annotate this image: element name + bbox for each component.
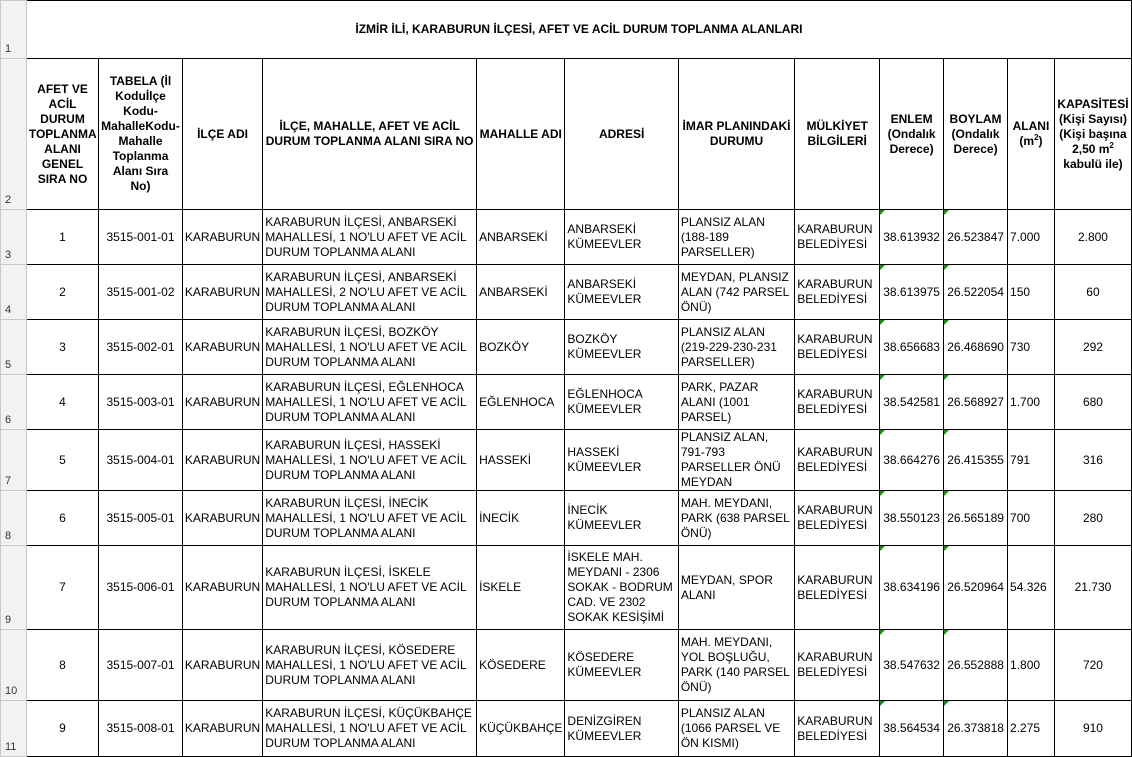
cell-sira-no[interactable]: 7 xyxy=(26,546,98,630)
table-row xyxy=(1,375,1132,430)
cell-mahalle[interactable]: KÜÇÜKBAHÇE xyxy=(477,701,565,757)
cell-ilce[interactable]: KARABURUN xyxy=(182,630,262,701)
cell-alani[interactable]: 2.275 xyxy=(1008,701,1055,757)
cell-ilce[interactable]: KARABURUN xyxy=(182,430,262,491)
cell-boylam[interactable]: 26.522054 xyxy=(944,265,1008,320)
cell-boylam[interactable]: 26.520964 xyxy=(944,546,1008,630)
cell-kapasite[interactable]: 910 xyxy=(1054,701,1131,757)
cell-tabela[interactable]: 3515-007-01 xyxy=(99,630,183,701)
cell-boylam[interactable]: 26.568927 xyxy=(944,375,1008,430)
cell-sira-no[interactable]: 6 xyxy=(26,491,98,546)
cell-imar[interactable]: PLANSIZ ALAN (219-229-230-231 PARSELLER) xyxy=(678,320,794,375)
table-row xyxy=(1,265,1132,320)
cell-tabela[interactable]: 3515-001-02 xyxy=(99,265,183,320)
cell-ilce[interactable]: KARABURUN xyxy=(182,546,262,630)
cell-alani[interactable]: 7.000 xyxy=(1008,210,1055,265)
cell-alan-adi[interactable]: KARABURUN İLÇESİ, ANBARSEKİ MAHALLESİ, 2 NO'LU AFET VE ACİL DURUM TOPLANMA ALANI xyxy=(263,265,477,320)
cell-adres[interactable]: HASSEKİ KÜMEEVLER xyxy=(565,430,678,491)
alani-sup: 2 xyxy=(1034,133,1039,142)
cell-imar[interactable]: MEYDAN, PLANSIZ ALAN (742 PARSEL ÖNÜ) xyxy=(678,265,794,320)
cell-mulkiyet[interactable]: KARABURUN BELEDİYESİ xyxy=(795,546,880,630)
cell-mahalle[interactable]: KÖSEDERE xyxy=(477,630,565,701)
cell-imar[interactable]: MAH. MEYDANI, PARK (638 PARSEL ÖNÜ) xyxy=(678,491,794,546)
cell-imar[interactable]: MEYDAN, SPOR ALANI xyxy=(678,546,794,630)
cell-mahalle[interactable]: EĞLENHOCA xyxy=(477,375,565,430)
cell-adres[interactable]: DENİZGİREN KÜMEEVLER xyxy=(565,701,678,757)
cell-sira-no[interactable]: 5 xyxy=(26,430,98,491)
header-alani[interactable] xyxy=(1008,59,1055,210)
cell-tabela[interactable]: 3515-001-01 xyxy=(99,210,183,265)
row-header[interactable]: 4 xyxy=(1,265,27,320)
row-header[interactable]: 1 xyxy=(1,1,27,59)
header-mahalle[interactable]: MAHALLE ADI xyxy=(477,59,565,210)
cell-imar[interactable]: PARK, PAZAR ALANI (1001 PARSEL) xyxy=(678,375,794,430)
table-row xyxy=(1,546,1132,630)
cell-boylam[interactable]: 26.468690 xyxy=(944,320,1008,375)
cell-kapasite[interactable]: 60 xyxy=(1054,265,1131,320)
header-tabela[interactable]: TABELA (İl Koduİlçe Kodu-MahalleKodu-Mahalle Toplanma Alanı Sıra No) xyxy=(99,59,183,210)
cell-enlem[interactable]: 38.656683 xyxy=(880,320,944,375)
cell-mahalle[interactable]: HASSEKİ xyxy=(477,430,565,491)
cell-imar[interactable]: PLANSIZ ALAN (1066 PARSEL VE ÖN KISMI) xyxy=(678,701,794,757)
cell-ilce[interactable]: KARABURUN xyxy=(182,701,262,757)
row-header[interactable]: 7 xyxy=(1,430,27,491)
cell-mulkiyet[interactable]: KARABURUN BELEDİYESİ xyxy=(795,491,880,546)
header-adres[interactable]: ADRESİ xyxy=(565,59,678,210)
cell-mahalle[interactable]: İSKELE xyxy=(477,546,565,630)
cell-enlem[interactable]: 38.664276 xyxy=(880,430,944,491)
kapasite-suffix: kabulü ile) xyxy=(1063,156,1123,171)
cell-adres[interactable]: BOZKÖY KÜMEEVLER xyxy=(565,320,678,375)
cell-kapasite[interactable]: 21.730 xyxy=(1054,546,1131,630)
cell-adres[interactable]: ANBARSEKİ KÜMEEVLER xyxy=(565,265,678,320)
kapasite-text: KAPASİTESİ (Kişi Sayısı) (Kişi başına 2,50 m xyxy=(1057,96,1129,156)
row-header[interactable]: 9 xyxy=(1,546,27,630)
table-row xyxy=(1,320,1132,375)
row-header[interactable]: 3 xyxy=(1,210,27,265)
cell-mulkiyet[interactable]: KARABURUN BELEDİYESİ xyxy=(795,265,880,320)
table-row xyxy=(1,491,1132,546)
header-alan-adi[interactable]: İLÇE, MAHALLE, AFET VE ACİL DURUM TOPLANMA ALANI SIRA NO xyxy=(263,59,477,210)
header-ilce[interactable]: İLÇE ADI xyxy=(182,59,262,210)
header-imar[interactable]: İMAR PLANINDAKİ DURUMU xyxy=(678,59,794,210)
cell-imar[interactable]: PLANSIZ ALAN (188-189 PARSELLER) xyxy=(678,210,794,265)
cell-tabela[interactable]: 3515-002-01 xyxy=(99,320,183,375)
cell-kapasite[interactable]: 2.800 xyxy=(1054,210,1131,265)
cell-ilce[interactable]: KARABURUN xyxy=(182,210,262,265)
row-header[interactable]: 2 xyxy=(1,59,27,210)
table-row xyxy=(1,630,1132,701)
cell-alan-adi[interactable]: KARABURUN İLÇESİ, BOZKÖY MAHALLESİ, 1 NO'LU AFET VE ACİL DURUM TOPLANMA ALANI xyxy=(263,320,477,375)
cell-mulkiyet[interactable]: KARABURUN BELEDİYESİ xyxy=(795,630,880,701)
cell-ilce[interactable]: KARABURUN xyxy=(182,265,262,320)
cell-enlem[interactable]: 38.542581 xyxy=(880,375,944,430)
table-row xyxy=(1,701,1132,757)
cell-mahalle[interactable]: BOZKÖY xyxy=(477,320,565,375)
header-kapasite[interactable] xyxy=(1054,59,1131,210)
cell-adres[interactable]: EĞLENHOCA KÜMEEVLER xyxy=(565,375,678,430)
cell-imar[interactable]: PLANSIZ ALAN, 791-793 PARSELLER ÖNÜ MEYDAN xyxy=(678,430,794,491)
cell-boylam[interactable]: 26.415355 xyxy=(944,430,1008,491)
cell-alan-adi[interactable]: KARABURUN İLÇESİ, ANBARSEKİ MAHALLESİ, 1 NO'LU AFET VE ACİL DURUM TOPLANMA ALANI xyxy=(263,210,477,265)
cell-mulkiyet[interactable]: KARABURUN BELEDİYESİ xyxy=(795,210,880,265)
alani-text: ALANI (m xyxy=(1012,119,1050,148)
cell-alan-adi[interactable]: KARABURUN İLÇESİ, HASSEKİ MAHALLESİ, 1 NO'LU AFET VE ACİL DURUM TOPLANMA ALANI xyxy=(263,430,477,491)
cell-alan-adi[interactable]: KARABURUN İLÇESİ, İSKELE MAHALLESİ, 1 NO'LU AFET VE ACİL DURUM TOPLANMA ALANI xyxy=(263,546,477,630)
cell-tabela[interactable]: 3515-005-01 xyxy=(99,491,183,546)
cell-enlem[interactable]: 38.547632 xyxy=(880,630,944,701)
kapasite-sup: 2 xyxy=(1109,140,1114,150)
cell-alani[interactable]: 791 xyxy=(1008,430,1055,491)
row-header[interactable]: 6 xyxy=(1,375,27,430)
cell-ilce[interactable]: KARABURUN xyxy=(182,375,262,430)
cell-tabela[interactable]: 3515-004-01 xyxy=(99,430,183,491)
cell-kapasite[interactable]: 316 xyxy=(1054,430,1131,491)
cell-tabela[interactable]: 3515-006-01 xyxy=(99,546,183,630)
cell-mulkiyet[interactable]: KARABURUN BELEDİYESİ xyxy=(795,430,880,491)
cell-enlem[interactable]: 38.564534 xyxy=(880,701,944,757)
cell-mahalle[interactable]: ANBARSEKİ xyxy=(477,265,565,320)
cell-mulkiyet[interactable]: KARABURUN BELEDİYESİ xyxy=(795,375,880,430)
cell-alani[interactable]: 150 xyxy=(1008,265,1055,320)
cell-alani[interactable]: 700 xyxy=(1008,491,1055,546)
cell-alani[interactable]: 1.700 xyxy=(1008,375,1055,430)
table-row xyxy=(1,210,1132,265)
cell-tabela[interactable]: 3515-003-01 xyxy=(99,375,183,430)
cell-imar[interactable]: MAH. MEYDANI, YOL BOŞLUĞU, PARK (140 PARSEL ÖNÜ) xyxy=(678,630,794,701)
cell-alan-adi[interactable]: KARABURUN İLÇESİ, KÖSEDERE MAHALLESİ, 1 NO'LU AFET VE ACİL DURUM TOPLANMA ALANI xyxy=(263,630,477,701)
cell-enlem[interactable]: 38.634196 xyxy=(880,546,944,630)
cell-mulkiyet[interactable]: KARABURUN BELEDİYESİ xyxy=(795,320,880,375)
cell-kapasite[interactable]: 280 xyxy=(1054,491,1131,546)
cell-enlem[interactable]: 38.613932 xyxy=(880,210,944,265)
cell-kapasite[interactable]: 292 xyxy=(1054,320,1131,375)
cell-mahalle[interactable]: İNECİK xyxy=(477,491,565,546)
cell-alani[interactable]: 54.326 xyxy=(1008,546,1055,630)
row-header[interactable]: 8 xyxy=(1,491,27,546)
cell-boylam[interactable]: 26.373818 xyxy=(944,701,1008,757)
cell-kapasite[interactable]: 680 xyxy=(1054,375,1131,430)
header-mulkiyet[interactable]: MÜLKİYET BİLGİLERİ xyxy=(795,59,880,210)
cell-enlem[interactable]: 38.613975 xyxy=(880,265,944,320)
cell-boylam[interactable]: 26.565189 xyxy=(944,491,1008,546)
cell-tabela[interactable]: 3515-008-01 xyxy=(99,701,183,757)
cell-adres[interactable]: KÖSEDERE KÜMEEVLER xyxy=(565,630,678,701)
cell-sira-no[interactable]: 2 xyxy=(26,265,98,320)
cell-sira-no[interactable]: 8 xyxy=(26,630,98,701)
alani-suffix: ) xyxy=(1038,134,1043,148)
cell-mahalle[interactable]: ANBARSEKİ xyxy=(477,210,565,265)
cell-boylam[interactable]: 26.523847 xyxy=(944,210,1008,265)
sheet-title[interactable]: İZMİR İLİ, KARABURUN İLÇESİ, AFET VE ACİL DURUM TOPLANMA ALANLARI xyxy=(26,1,1131,59)
cell-sira-no[interactable]: 9 xyxy=(26,701,98,757)
rows-body xyxy=(1,210,1132,757)
header-enlem[interactable]: ENLEM (Ondalık Derece) xyxy=(880,59,944,210)
cell-alani[interactable]: 730 xyxy=(1008,320,1055,375)
cell-boylam[interactable]: 26.552888 xyxy=(944,630,1008,701)
cell-adres[interactable]: İSKELE MAH. MEYDANI - 2306 SOKAK - BODRUM CAD. VE 2302 SOKAK KESİŞİMİ xyxy=(565,546,678,630)
row-header[interactable]: 10 xyxy=(1,630,27,701)
cell-alani[interactable]: 1.800 xyxy=(1008,630,1055,701)
cell-mulkiyet[interactable]: KARABURUN BELEDİYESİ xyxy=(795,701,880,757)
cell-alan-adi[interactable]: KARABURUN İLÇESİ, KÜÇÜKBAHÇE MAHALLESİ, 1 NO'LU AFET VE ACİL DURUM TOPLANMA ALANI xyxy=(263,701,477,757)
table-row xyxy=(1,430,1132,491)
title-row xyxy=(1,1,1132,59)
cell-adres[interactable]: İNECİK KÜMEEVLER xyxy=(565,491,678,546)
cell-enlem[interactable]: 38.550123 xyxy=(880,491,944,546)
header-boylam[interactable]: BOYLAM (Ondalık Derece) xyxy=(944,59,1008,210)
cell-kapasite[interactable]: 720 xyxy=(1054,630,1131,701)
row-header[interactable]: 5 xyxy=(1,320,27,375)
cell-alan-adi[interactable]: KARABURUN İLÇESİ, EĞLENHOCA MAHALLESİ, 1 NO'LU AFET VE ACİL DURUM TOPLANMA ALANI xyxy=(263,375,477,430)
cell-alan-adi[interactable]: KARABURUN İLÇESİ, İNECİK MAHALLESİ, 1 NO'LU AFET VE ACİL DURUM TOPLANMA ALANI xyxy=(263,491,477,546)
cell-ilce[interactable]: KARABURUN xyxy=(182,491,262,546)
header-row xyxy=(1,59,1132,210)
cell-sira-no[interactable]: 4 xyxy=(26,375,98,430)
header-sira-no[interactable]: AFET VE ACİL DURUM TOPLANMA ALANI GENEL SIRA NO xyxy=(26,59,98,210)
cell-sira-no[interactable]: 1 xyxy=(26,210,98,265)
cell-ilce[interactable]: KARABURUN xyxy=(182,320,262,375)
cell-adres[interactable]: ANBARSEKİ KÜMEEVLER xyxy=(565,210,678,265)
row-header[interactable]: 11 xyxy=(1,701,27,757)
cell-sira-no[interactable]: 3 xyxy=(26,320,98,375)
